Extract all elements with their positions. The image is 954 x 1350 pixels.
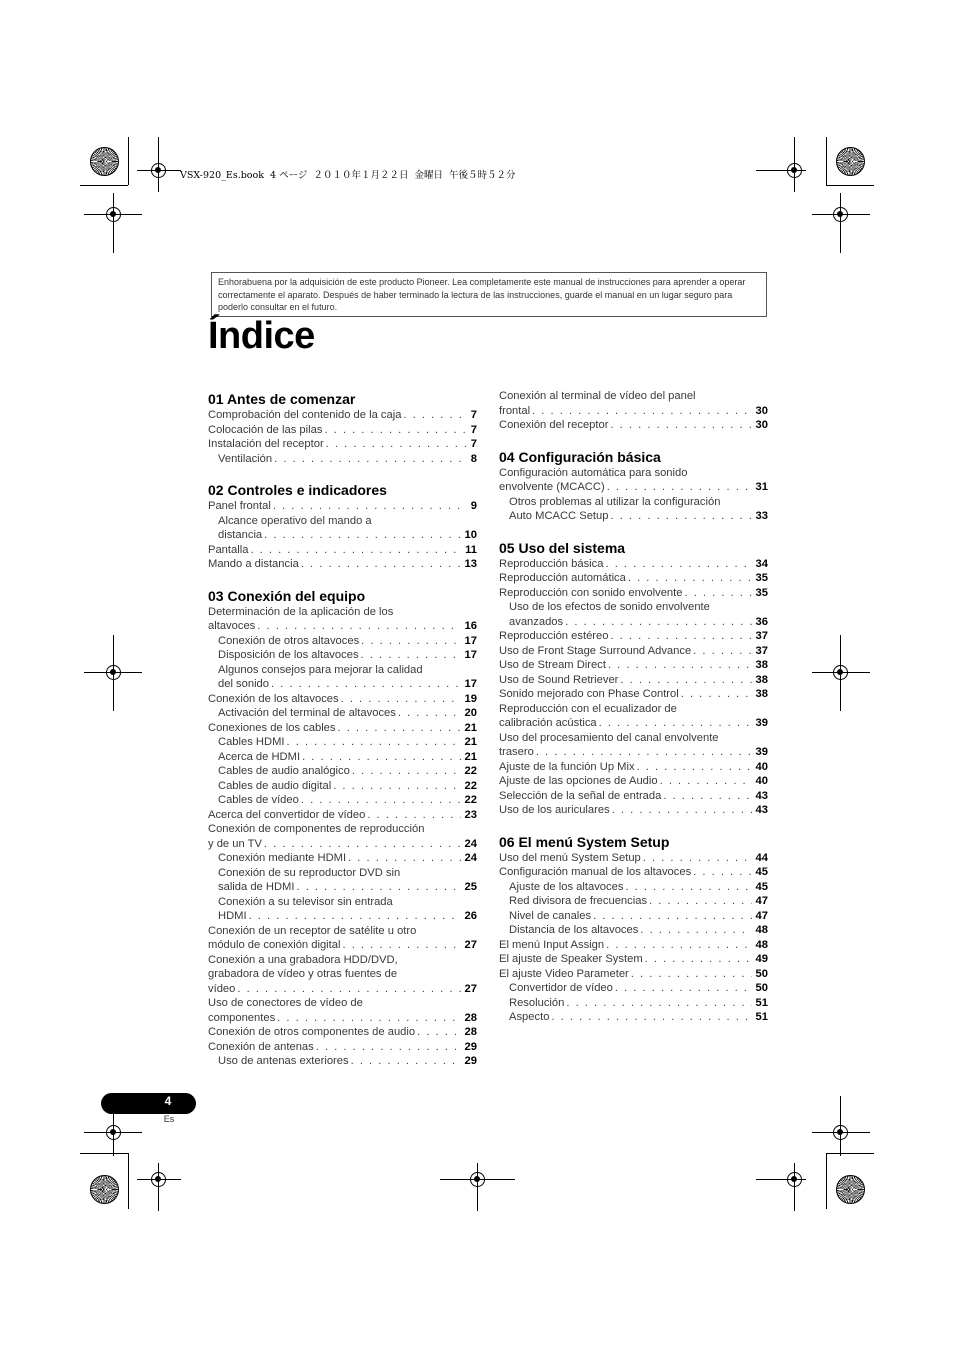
toc-entry-text: calibración acústica [499,717,597,729]
dot-leader [611,509,752,524]
toc-page-number: 44 [755,851,768,864]
toc-entry-text-wrap: Reproducción con el ecualizador de [499,702,677,715]
dot-leader [615,981,752,996]
toc-entry[interactable] [208,692,477,707]
section-heading: 06 El menú System Setup [499,833,670,850]
toc-page-number: 10 [464,529,477,541]
toc-entry[interactable] [499,1010,768,1025]
toc-entry-text: componentes [208,1011,276,1024]
toc-entry[interactable] [499,644,768,659]
toc-entry-text: Cables de vídeo [218,794,299,806]
toc-entry-text-wrap: grabadora de vídeo y otras fuentes de [208,968,398,980]
toc-entry-text: Uso de los auriculares [499,804,610,816]
toc-entry[interactable] [499,981,768,996]
dot-leader [637,760,752,775]
dot-leader [287,735,461,750]
toc-entry[interactable] [208,452,477,467]
toc-entry-text: Acerca de HDMI [218,750,301,763]
toc-entry-text: Disposición de los altavoces [218,649,359,661]
toc-page-number: 37 [755,630,768,642]
toc-entry-text: Conexión de otros altavoces [218,634,360,647]
toc-page-number: 23 [464,808,477,821]
toc-entry[interactable] [499,600,768,629]
toc-entry-text: vídeo [208,982,236,995]
toc-section [499,539,768,818]
toc-entry-text: Uso de antenas exteriores [218,1055,349,1067]
toc-right-column [499,389,768,1025]
toc-entry[interactable] [499,418,768,433]
toc-entry-text: Mando a distancia [208,558,299,570]
toc-entry[interactable] [499,586,768,601]
toc-entry-text-wrap: Uso del procesamiento del canal envolvente [499,731,719,744]
toc-page-number: 17 [464,634,477,647]
toc-entry-text: Conexión del receptor [499,419,609,431]
dot-leader [593,909,751,924]
toc-page-number: 38 [755,688,768,700]
toc-page-number: 17 [464,678,477,690]
dot-leader [612,803,752,818]
toc-entry-text: altavoces [208,620,256,632]
dot-leader [608,658,752,673]
toc-entry[interactable] [208,953,477,997]
dot-leader [264,837,461,852]
dot-leader [532,404,751,419]
toc-entry[interactable] [499,909,768,924]
dot-leader [551,1010,751,1025]
toc-entry[interactable] [499,731,768,760]
toc-page-number: 43 [755,789,768,802]
toc-entry-text: distancia [218,529,263,541]
dot-leader [536,745,752,760]
dot-leader [684,586,751,601]
toc-entry-text: salida de HDMI [218,881,295,893]
dot-leader [649,894,751,909]
toc-entry-text: Instalación del receptor [208,438,324,450]
dot-leader [607,480,752,495]
page-number-tab [101,1093,196,1114]
dot-leader [361,648,461,663]
dot-leader [324,423,466,438]
toc-entry-text: Cables HDMI [218,736,285,748]
dot-leader [398,706,461,721]
dot-leader [316,1040,461,1055]
toc-entry-text: Uso de Stream Direct [499,659,606,671]
toc-entry[interactable] [208,408,477,423]
toc-entry[interactable] [499,880,768,895]
toc-page-number: 45 [755,866,768,878]
toc-entry-text: Reproducción con sonido envolvente [499,586,683,599]
dot-leader [301,793,461,808]
toc-page-number: 22 [464,765,477,777]
toc-page-number: 27 [464,982,477,995]
toc-entry[interactable] [499,938,768,953]
dot-leader [610,629,751,644]
dot-leader [625,880,751,895]
dot-leader [403,408,466,423]
dot-leader [640,923,751,938]
toc-entry-text-wrap: Uso de conectores de vídeo de [208,997,363,1009]
toc-entry[interactable] [208,779,477,794]
toc-page-number: 51 [755,1011,768,1023]
toc-page-number: 36 [755,615,768,628]
dot-leader [342,938,460,953]
toc-entry-text-wrap: Conexión de su reproductor DVD sin [218,866,401,879]
dot-leader [326,437,467,452]
toc-entry-text: Auto MCACC Setup [509,510,609,522]
dot-leader [301,557,461,572]
toc-entry[interactable] [208,924,477,953]
dot-leader [566,996,751,1011]
toc-entry[interactable] [208,851,477,866]
toc-entry[interactable] [208,1054,477,1069]
toc-page-number: 17 [464,649,477,661]
toc-page-number: 43 [755,804,768,816]
toc-page-number: 19 [464,692,477,705]
toc-entry[interactable] [499,658,768,673]
toc-page-number: 33 [755,510,768,522]
toc-section [499,833,768,1025]
section-heading: 01 Antes de comenzar [208,391,356,407]
toc-entry[interactable] [208,808,477,823]
section-heading: 02 Controles e indicadores [208,482,387,498]
toc-entry[interactable] [208,764,477,779]
toc-entry[interactable] [208,543,477,558]
toc-entry[interactable] [499,967,768,982]
toc-page-number: 48 [755,924,768,936]
registration-star-icon [836,1175,865,1204]
toc-entry-text: Cables de audio digital [218,779,332,792]
toc-entry-text: Ajuste de las opciones de Audio [499,775,658,787]
toc-entry-text-wrap: Conexión de componentes de reproducción [208,823,425,835]
toc-entry-text-wrap: Conexión a su televisor sin entrada [218,895,393,908]
toc-entry-text: Conexión de los altavoces [208,692,339,705]
toc-entry-text: Reproducción automática [499,572,626,584]
toc-entry-text: Ventilación [218,452,273,465]
dot-leader [663,789,751,804]
dot-leader [367,808,460,823]
dot-leader [296,880,460,895]
toc-entry-text: Red divisora de frecuencias [509,895,648,907]
toc-entry-text-wrap: Uso de los efectos de sonido envolvente [509,601,710,613]
page-title: Índice [208,315,315,357]
toc-entry-text: Colocación de las pilas [208,423,323,436]
dot-leader [237,982,460,997]
dot-leader [250,543,461,558]
toc-entry-text: Conexiones de los cables [208,721,336,734]
print-file-header: VSX-920_Es.book 4 ページ ２０１０年１月２２日 金曜日 午後５時５２分 [180,170,516,181]
toc-entry[interactable] [208,721,477,736]
toc-entry-text: Ajuste de los altavoces [509,880,624,893]
toc-entry-text: Acerca del convertidor de vídeo [208,808,366,821]
toc-page-number: 35 [755,586,768,599]
toc-page-number: 47 [755,895,768,907]
toc-page-number: 40 [755,775,768,787]
toc-page-number: 29 [464,1055,477,1067]
toc-page-number: 48 [755,938,768,951]
toc-entry[interactable] [208,634,477,649]
toc-entry[interactable] [499,466,768,495]
toc-page-number: 50 [755,967,768,980]
dot-leader [264,528,460,543]
toc-entry-text-wrap: Conexión de un receptor de satélite u otro [208,924,417,937]
toc-entry-text: trasero [499,746,534,758]
toc-entry[interactable] [208,557,477,572]
toc-section [208,587,477,1069]
toc-section [499,448,768,524]
toc-left-column [208,390,477,1069]
dot-leader [660,774,752,789]
toc-section [208,390,477,466]
toc-page-number: 29 [464,1040,477,1053]
toc-entry[interactable] [208,866,477,895]
toc-entry-text: Convertidor de vídeo [509,982,613,994]
toc-page-number: 7 [470,409,477,421]
toc-page-number: 30 [755,419,768,431]
toc-entry-text-wrap: Conexión al terminal de vídeo del panel [499,390,696,402]
toc-entry[interactable] [208,499,477,514]
toc-entry-text: Ajuste de la función Up Mix [499,760,635,773]
intro-box: Enhorabuena por la adquisición de este producto Pioneer. Lea completamente este manual de instrucciones para aprender a operar correctamente el aparato. Después de haber terminado la lectura de las instrucciones, guarde el manual en un lugar seguro para poderlo consultar en el futuro. [211,272,767,317]
toc-entry[interactable] [208,663,477,692]
dot-leader [352,764,461,779]
toc-entry-text-wrap: Algunos consejos para mejorar la calidad [218,663,423,676]
toc-entry-text-wrap: Determinación de la aplicación de los [208,605,394,618]
dot-leader [628,571,752,586]
dot-leader [606,938,751,953]
toc-entry-text: envolvente (MCACC) [499,481,605,493]
toc-entry-text: Pantalla [208,543,249,556]
toc-entry-text: Panel frontal [208,500,271,512]
toc-entry-text: Activación del terminal de altavoces [218,707,396,719]
dot-leader [417,1025,460,1040]
dot-leader [249,909,461,924]
toc-entry-text: Nivel de canales [509,909,592,922]
toc-entry-text: Resolución [509,996,565,1009]
dot-leader [273,499,467,514]
toc-entry-text: Conexión de otros componentes de audio [208,1026,416,1038]
dot-leader [643,851,752,866]
toc-page-number: 45 [755,880,768,893]
dot-leader [605,557,751,572]
toc-entry[interactable] [499,687,768,702]
toc-entry[interactable] [208,437,477,452]
dot-leader [348,851,460,866]
toc-page-number: 11 [465,543,477,556]
toc-page-number: 47 [755,909,768,922]
toc-entry[interactable] [499,774,768,789]
toc-entry[interactable] [499,952,768,967]
toc-entry[interactable] [208,1025,477,1040]
toc-page-number: 26 [464,910,477,922]
toc-page-number: 20 [464,707,477,719]
toc-entry-text-wrap: Conexión a una grabadora HDD/DVD, [208,953,398,966]
toc-entry-text: Selección de la señal de entrada [499,789,662,802]
toc-page-number: 21 [464,736,477,748]
toc-page-number: 24 [464,852,477,864]
toc-entry[interactable] [208,514,477,543]
registration-star-icon [90,147,119,176]
toc-page-number: 51 [755,996,768,1009]
toc-entry[interactable] [499,894,768,909]
toc-entry[interactable] [208,996,477,1025]
toc-entry[interactable] [499,629,768,644]
toc-entry[interactable] [208,822,477,851]
toc-entry[interactable] [208,750,477,765]
toc-entry-text: Conexión de antenas [208,1040,314,1053]
section-heading: 04 Configuración básica [499,448,661,465]
section-heading: 05 Uso del sistema [499,539,626,556]
toc-entry[interactable] [499,760,768,775]
toc-entry-text: Aspecto [509,1011,550,1023]
dot-leader [693,865,751,880]
dot-leader [565,615,751,630]
toc-entry[interactable] [499,803,768,818]
toc-entry-text: avanzados [509,615,564,628]
toc-entry-text: Uso de Front Stage Surround Advance [499,644,692,657]
toc-entry-text: y de un TV [208,837,262,850]
dot-leader [645,952,752,967]
page-number: 4 [164,1094,172,1108]
toc-entry-text-wrap: Configuración automática para sonido [499,466,688,479]
toc-page-number: 27 [464,939,477,951]
toc-page-number: 24 [464,837,477,850]
dot-leader [610,418,751,433]
toc-entry-text: Distancia de los altavoces [509,924,639,936]
toc-entry-text: Uso de Sound Retriever [499,673,619,686]
toc-entry[interactable] [499,571,768,586]
toc-section [499,389,768,433]
dot-leader [302,750,460,765]
toc-entry-text: El ajuste Video Parameter [499,967,629,980]
toc-entry-text: Configuración manual de los altavoces [499,866,692,878]
toc-entry[interactable] [208,706,477,721]
toc-page-number: 22 [464,794,477,806]
dot-leader [277,1011,460,1026]
toc-entry-text: del sonido [218,678,270,690]
toc-entry-text-wrap: Otros problemas al utilizar la configuración [509,495,721,508]
registration-star-icon [836,147,865,176]
dot-leader [333,779,460,794]
section-heading: 03 Conexión del equipo [208,587,366,604]
toc-page-number: 21 [464,721,477,734]
toc-page-number: 21 [464,750,477,763]
toc-entry-text: Uso del menú System Setup [499,851,641,864]
toc-entry[interactable] [208,793,477,808]
toc-entry-text: Sonido mejorado con Phase Control [499,688,679,700]
toc-entry-text: Reproducción estéreo [499,630,609,642]
dot-leader [271,677,461,692]
dot-leader [338,721,461,736]
toc-page-number: 39 [755,746,768,758]
toc-entry[interactable] [499,865,768,880]
toc-entry[interactable] [499,702,768,731]
dot-leader [274,452,467,467]
dot-leader [631,967,752,982]
toc-entry[interactable] [208,605,477,634]
toc-entry[interactable] [499,996,768,1011]
dot-leader [620,673,751,688]
toc-page-number: 9 [470,500,477,512]
toc-page-number: 30 [755,404,768,417]
toc-page-number: 39 [755,717,768,729]
toc-entry-text: Conexión mediante HDMI [218,852,347,864]
dot-leader [341,692,461,707]
toc-entry-text: Comprobación del contenido de la caja [208,409,402,421]
toc-entry-text-wrap: Alcance operativo del mando a [218,514,372,527]
toc-page-number: 22 [464,779,477,792]
toc-page-number: 25 [464,881,477,893]
toc-page-number: 37 [755,644,768,657]
toc-entry-text: El menú Input Assign [499,938,605,951]
toc-section [208,481,477,572]
toc-entry[interactable] [208,423,477,438]
toc-page-number: 40 [755,760,768,773]
toc-entry[interactable] [499,923,768,938]
toc-entry-text: El ajuste de Speaker System [499,953,643,965]
toc-entry[interactable] [499,389,768,418]
toc-entry[interactable] [499,495,768,524]
toc-page-number: 8 [470,452,477,465]
toc-entry[interactable] [499,673,768,688]
toc-page-number: 28 [464,1026,477,1038]
toc-page-number: 38 [755,673,768,686]
dot-leader [351,1054,461,1069]
dot-leader [681,687,752,702]
toc-page-number: 50 [755,982,768,994]
dot-leader [257,619,460,634]
toc-entry[interactable] [499,557,768,572]
toc-entry-text: frontal [499,404,531,417]
toc-page-number: 34 [755,557,768,570]
toc-entry-text: Cables de audio analógico [218,765,350,777]
toc-page-number: 7 [470,423,477,436]
toc-entry[interactable] [208,1040,477,1055]
toc-page-number: 35 [755,572,768,584]
dot-leader [599,716,752,731]
toc-page-number: 49 [755,953,768,965]
toc-entry-text: HDMI [218,910,247,922]
dot-leader [361,634,460,649]
toc-page-number: 28 [464,1011,477,1024]
toc-page-number: 16 [464,620,477,632]
registration-star-icon [90,1175,119,1204]
toc-entry[interactable] [499,789,768,804]
toc-entry[interactable] [208,735,477,750]
toc-entry[interactable] [499,851,768,866]
toc-entry[interactable] [208,648,477,663]
toc-page-number: 38 [755,659,768,671]
language-code: Es [163,1114,175,1124]
dot-leader [693,644,751,659]
toc-entry-text: módulo de conexión digital [208,939,341,951]
toc-page-number: 31 [755,481,768,493]
toc-page-number: 7 [470,438,477,450]
toc-entry[interactable] [208,895,477,924]
toc-page-number: 13 [464,558,477,570]
toc-entry-text: Reproducción básica [499,557,604,570]
